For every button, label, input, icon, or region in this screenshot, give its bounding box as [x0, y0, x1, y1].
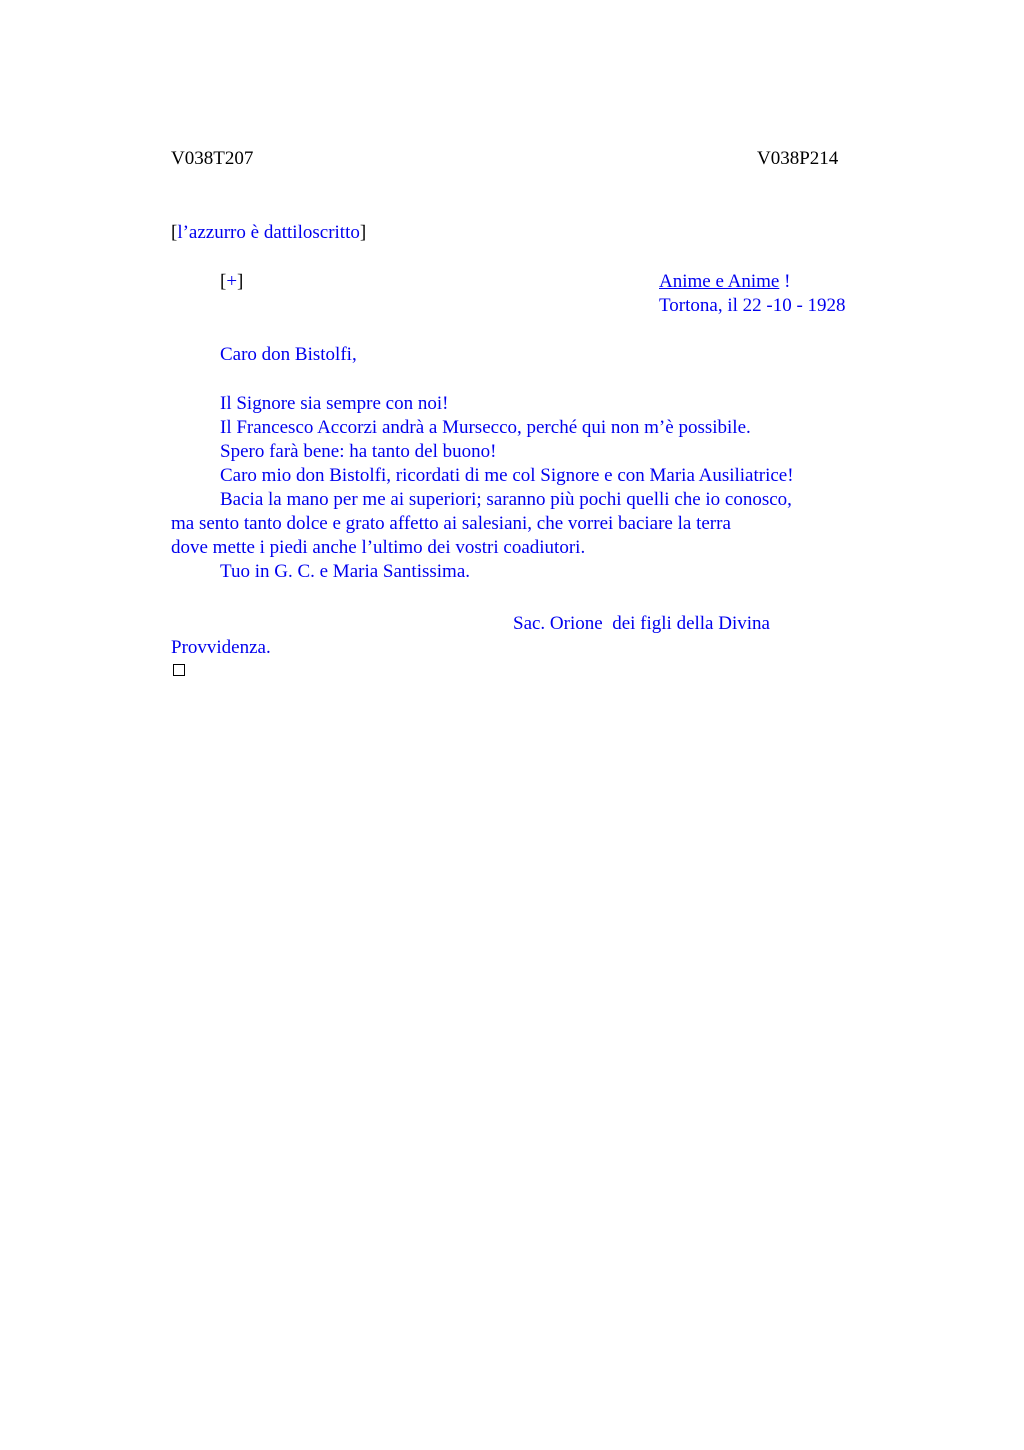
motto-suffix: ! [779, 271, 791, 292]
body-line: ma sento tanto dolce e grato affetto ai salesiani, che vorrei baciare la terra [171, 513, 731, 534]
reference-code-right: V038P214 [757, 148, 839, 169]
bracket-open: [ [220, 271, 227, 292]
place-date: Tortona, il 22 -10 - 1928 [659, 295, 846, 316]
editor-note-text: l’azzurro è dattiloscritto [177, 222, 360, 243]
motto-text: Anime e Anime [659, 271, 780, 292]
body-line: Spero farà bene: ha tanto del buono! [220, 441, 497, 462]
body-line: Caro mio don Bistolfi, ricordati di me col Signore e con Maria Ausiliatrice! [220, 465, 794, 486]
salutation: Caro don Bistolfi, [220, 344, 357, 365]
signature-line-1: Sac. Orione dei figli della Divina [513, 613, 770, 634]
bracket-close: ] [237, 271, 244, 292]
motto [659, 270, 790, 294]
cross-symbol: + [226, 271, 238, 292]
body-line: Il Signore sia sempre con noi! [220, 393, 449, 414]
body-line: Il Francesco Accorzi andrà a Mursecco, perché qui non m’è possibile. [220, 417, 751, 438]
bracket-close: ] [359, 222, 367, 243]
editor-note [171, 221, 366, 245]
end-marker-icon [173, 664, 185, 676]
bracket-open: [ [171, 222, 178, 243]
body-line: dove mette i piedi anche l’ultimo dei vostri coadiutori. [171, 537, 586, 558]
reference-code-left: V038T207 [171, 148, 254, 169]
letter-body [171, 392, 794, 584]
body-line: Bacia la mano per me ai superiori; saranno più pochi quelli che io conosco, [220, 489, 792, 510]
cross-mark [220, 270, 243, 294]
body-line: Tuo in G. C. e Maria Santissima. [220, 561, 470, 582]
signature-line-2: Provvidenza. [171, 637, 271, 658]
